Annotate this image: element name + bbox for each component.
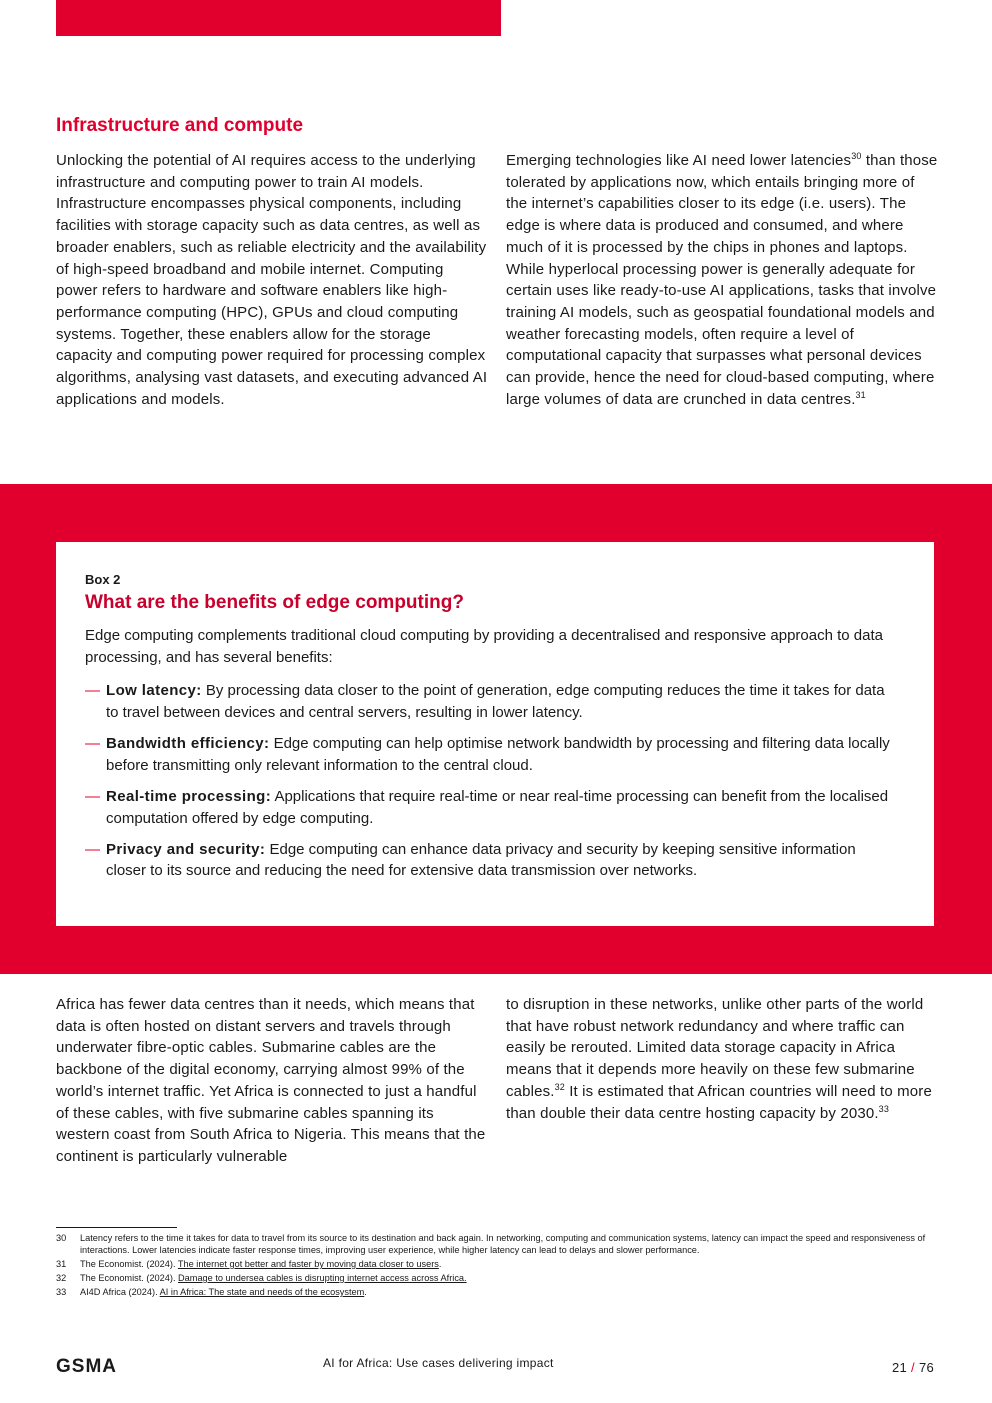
page-number bbox=[892, 1360, 934, 1375]
box-intro: Edge computing complements traditional cloud computing by providing a decentralised and responsive approach to data processing, and has several benefits: bbox=[85, 627, 883, 666]
benefit-item-real-time: — Real-time processing: Applications that require real-time or near real-time processing can benefit from the localised computation offered by edge computing. bbox=[85, 787, 889, 827]
box-title: What are the benefits of edge computing? bbox=[85, 592, 464, 613]
footnote-ref-31[interactable]: 31 bbox=[855, 389, 866, 400]
total-pages: 76 bbox=[918, 1360, 934, 1375]
footnote-33-link[interactable]: AI in Africa: The state and needs of the ecosystem bbox=[159, 1287, 365, 1297]
lower-column-right bbox=[506, 994, 938, 1124]
lower-column-left bbox=[56, 994, 488, 1168]
current-page: 21 bbox=[891, 1360, 908, 1375]
footnote-32-link[interactable]: Damage to undersea cables is disrupting internet access across Africa. bbox=[178, 1273, 467, 1283]
intro-paragraph-left: Unlocking the potential of AI requires access to the underlying infrastructure and computing power to train AI models. Infrastructure encompasses physical components, including facilities with storage capacity such as data centres, as well as broader enablers, such as reliable electricity and the availability of high-speed broadband and mobile internet. Computing power refers to hardware and software enablers like high-performance computing (HPC), GPUs and cloud computing systems. Together, these enablers allow for the storage capacity and computing power required for processing complex algorithms, analysing vast datasets, and executing advanced AI applications and models. bbox=[56, 152, 488, 408]
lower-paragraph-right: to disruption in these networks, unlike other parts of the world that have robust network redundancy and where traffic can easily be rerouted. Limited data storage capacity in Africa means that it depends more heavily on these few submarine cables.$^{32}$ It is estimated that African countries will need to more than double their data centre hosting capacity by 2030.33 bbox=[506, 996, 932, 1122]
dash-bullet: — bbox=[85, 840, 100, 858]
intro-paragraph-right: Emerging technologies like AI need lower latencies$^{30}$ than those tolerated by applications now, which entails bringing more of the internet’s capabilities closer to its edge (i.e. users). The edge is where data is produced and consumed, and where much of it is processed by the chips in phones and laptops. While hyperlocal processing power is generally adequate for certain uses like ready-to-use AI applications, tasks that involve training AI models, such as geospatial foundational models and weather forecasting models, often require a level of computational capacity that surpasses what personal devices can provide, hence the need for cloud-based computing, where large volumes of data are crunched in data centres.$^{31}$ bbox=[506, 151, 938, 408]
dash-bullet: — bbox=[85, 787, 100, 805]
gsma-logo: GSMA bbox=[56, 1356, 117, 1377]
benefit-item-low-latency: — Low latency: By processing data closer to the point of generation, edge computing reduces the time it takes for data to travel between devices and central servers, resulting in lower latency. bbox=[85, 682, 885, 721]
intro-column-left bbox=[56, 150, 488, 410]
dash-bullet: — bbox=[85, 734, 100, 752]
footnote-ref-33[interactable]: 33 bbox=[878, 1103, 889, 1114]
footnote-31: 31 The Economist. (2024). The internet got better and faster by moving data closer to users. bbox=[56, 1259, 442, 1269]
page-separator: / bbox=[911, 1360, 915, 1375]
dash-bullet: — bbox=[85, 682, 100, 699]
footnote-33: 33 AI4D Africa (2024). AI in Africa: The state and needs of the ecosystem. bbox=[56, 1287, 367, 1297]
footnote-30: 30 Latency refers to the time it takes for data to travel from its source to its destination and back again. In networking, computing and communication systems, latency can impact the speed and responsiveness of interactions. Lower latencies indicate faster response times, improving user experience, while higher latency can lead to delays and slower performance. bbox=[56, 1233, 926, 1255]
intro-column-right bbox=[506, 150, 938, 410]
box-label: Box 2 bbox=[85, 572, 121, 587]
box-2 bbox=[56, 542, 934, 926]
footnote-divider bbox=[56, 1227, 177, 1228]
section-heading: Infrastructure and compute bbox=[56, 115, 304, 136]
benefit-item-privacy: — Privacy and security: Edge computing can enhance data privacy and security by keeping sensitive information closer to its source and reducing the need for extensive data transmission over networks. bbox=[85, 840, 856, 880]
footnote-ref-30[interactable]: 30 bbox=[851, 151, 862, 161]
footnote-31-link[interactable]: The internet got better and faster by moving data closer to users bbox=[177, 1259, 439, 1269]
benefit-item-bandwidth: — Bandwidth efficiency: Edge computing can help optimise network bandwidth by processing and filtering data locally before transmitting only relevant information to the central cloud. bbox=[85, 734, 890, 774]
lower-paragraph-left: Africa has fewer data centres than it needs, which means that data is often hosted on distant servers and travels through underwater fibre-optic cables. Submarine cables are the backbone of the digital economy, carrying almost 99% of the world’s internet traffic. Yet Africa is connected to just a handful of these cables, with five submarine cables spanning its western coast from South Africa to Nigeria. This means that the continent is particularly vulnerable bbox=[56, 996, 486, 1165]
document-title: AI for Africa: Use cases delivering impact bbox=[323, 1356, 554, 1370]
benefits-list bbox=[85, 680, 895, 892]
top-accent-bar bbox=[56, 0, 501, 36]
footnote-32: 32 The Economist. (2024). Damage to undersea cables is disrupting internet access across Africa. bbox=[56, 1273, 467, 1283]
footnote-ref-32[interactable]: 32 bbox=[554, 1081, 565, 1092]
footnotes bbox=[56, 1232, 926, 1300]
